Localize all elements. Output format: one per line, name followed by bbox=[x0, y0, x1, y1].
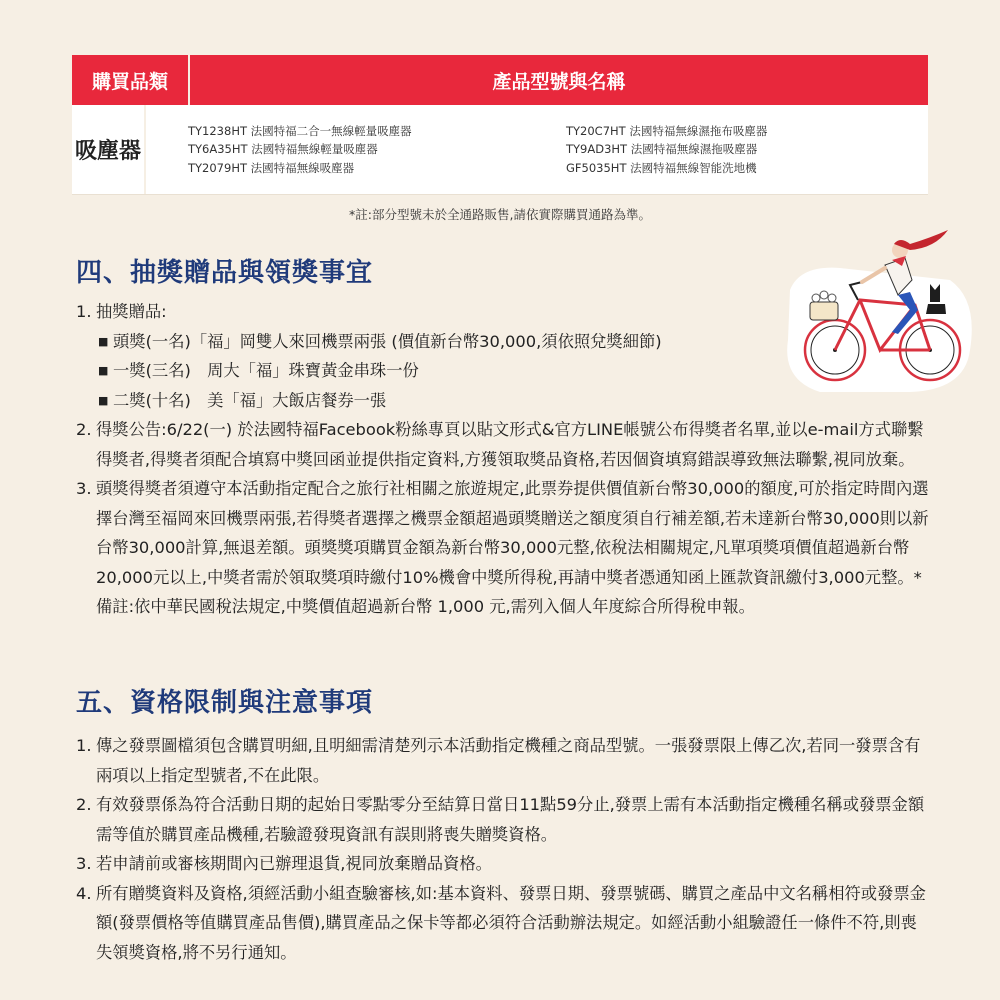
bullet-icon: ■ bbox=[98, 364, 109, 377]
item-text: 傳之發票圖檔須包含購買明細,且明細需清楚列示本活動指定機種之商品型號。一張發票限上傳乙次,若同一發票含有兩項以上指定型號者,不在此限。 bbox=[96, 736, 921, 785]
item-number: 3. bbox=[76, 479, 92, 498]
model-item: TY20C7HT 法國特福無線濕拖布吸塵器 bbox=[566, 123, 768, 138]
list-item bbox=[76, 849, 932, 879]
model-item: TY9AD3HT 法國特福無線濕拖吸塵器 bbox=[566, 142, 758, 157]
list-item bbox=[76, 731, 932, 790]
model-item: TY1238HT 法國特福二合一無線輕量吸塵器 bbox=[188, 123, 412, 138]
item-text: 頭獎得獎者須遵守本活動指定配合之旅行社相關之旅遊規定,此票券提供價值新台幣30,000的額度,可於指定時間內選擇台灣至福岡來回機票兩張,若得獎者選擇之機票金額超過頭獎贈送之額度須自行補差額,若未達新台幣30,000則以新台幣30,000計算,無退差額。頭獎獎項購買金額為新台幣30,000元整,依稅法相關規定,凡單項獎項價值超過新台幣20,000元以上,中獎者需於領取獎項時繳付10%機會中獎所得稅,再請中獎者憑通知函上匯款資訊繳付3,000元整。*備註:依中華民國稅法規定,中獎價值超過新台幣 1,000 元,需列入個人年度綜合所得稅申報。 bbox=[96, 479, 929, 616]
item-number: 3. bbox=[76, 854, 92, 873]
bicycle-illustration bbox=[780, 210, 980, 400]
bullet-icon: ■ bbox=[98, 334, 109, 348]
item-number: 1. bbox=[76, 736, 92, 755]
models-cell bbox=[146, 105, 928, 194]
model-item: TY6A35HT 法國特福無線輕量吸塵器 bbox=[188, 142, 378, 157]
item-text: 有效發票係為符合活動日期的起始日零點零分至結算日當日11點59分止,發票上需有本活動指定機種名稱或發票金額需等值於購買產品機種,若驗證發現資訊有誤則將喪失贈獎資格。 bbox=[96, 795, 925, 844]
table-note: *註:部分型號未於全通路販售,請依實際購買通路為準。 bbox=[349, 207, 651, 222]
list-item bbox=[76, 790, 932, 849]
table-header bbox=[72, 55, 928, 105]
item-number: 2. bbox=[76, 795, 92, 814]
item-text: 得獎公告:6/22(一) 於法國特福Facebook粉絲專頁以貼文形式&官方LINE帳號公布得獎者名單,並以e-mail方式聯繫得獎者,得獎者須配合填寫中獎回函並提供指定資料,方獲領取獎品資格,若因個資填寫錯誤導致無法聯繫,視同放棄。 bbox=[96, 420, 924, 469]
woman-on-bicycle-icon bbox=[780, 210, 980, 400]
item-text: 所有贈獎資料及資格,須經活動小組查驗審核,如:基本資料、發票日期、發票號碼、購買之產品中文名稱相符或發票金額(發票價格等值購買產品售價),購買產品之保卡等都必須符合活動辦法規定。如經活動小組驗證任一條件不符,則喪失領獎資格,將不另行通知。 bbox=[96, 883, 926, 962]
models-right bbox=[558, 122, 928, 178]
item-number: 2. bbox=[76, 420, 92, 439]
list-item bbox=[76, 415, 932, 474]
section4-title: 四、抽獎贈品與領獎事宜 bbox=[76, 258, 374, 288]
section5-list bbox=[76, 731, 932, 967]
section5-title: 五、資格限制與注意事項 bbox=[76, 688, 374, 718]
header-model: 產品型號與名稱 bbox=[190, 55, 928, 105]
models-left bbox=[188, 122, 558, 178]
prize-text: 一獎(三名) 周大「福」珠寶黃金串珠一份 bbox=[113, 361, 419, 380]
list-item bbox=[76, 474, 932, 622]
list-item bbox=[76, 879, 932, 968]
model-item: GF5035HT 法國特福無線智能洗地機 bbox=[566, 160, 757, 175]
bullet-icon: ■ bbox=[98, 393, 109, 407]
header-category: 購買品類 bbox=[72, 55, 190, 105]
table-row bbox=[72, 105, 928, 195]
item-text: 抽獎贈品: bbox=[96, 302, 167, 321]
item-number: 1. bbox=[76, 302, 92, 321]
prize-text: 頭獎(一名)「福」岡雙人來回機票兩張 (價值新台幣30,000,須依照兌獎細節) bbox=[113, 331, 662, 351]
item-text: 若申請前或審核期間內已辦理退貨,視同放棄贈品資格。 bbox=[96, 854, 492, 873]
model-item: TY2079HT 法國特福無線吸塵器 bbox=[188, 160, 355, 175]
product-table bbox=[72, 55, 928, 195]
category-cell: 吸塵器 bbox=[72, 105, 146, 194]
prize-text: 二獎(十名) 美「福」大飯店餐券一張 bbox=[113, 390, 387, 410]
item-number: 4. bbox=[76, 883, 92, 903]
